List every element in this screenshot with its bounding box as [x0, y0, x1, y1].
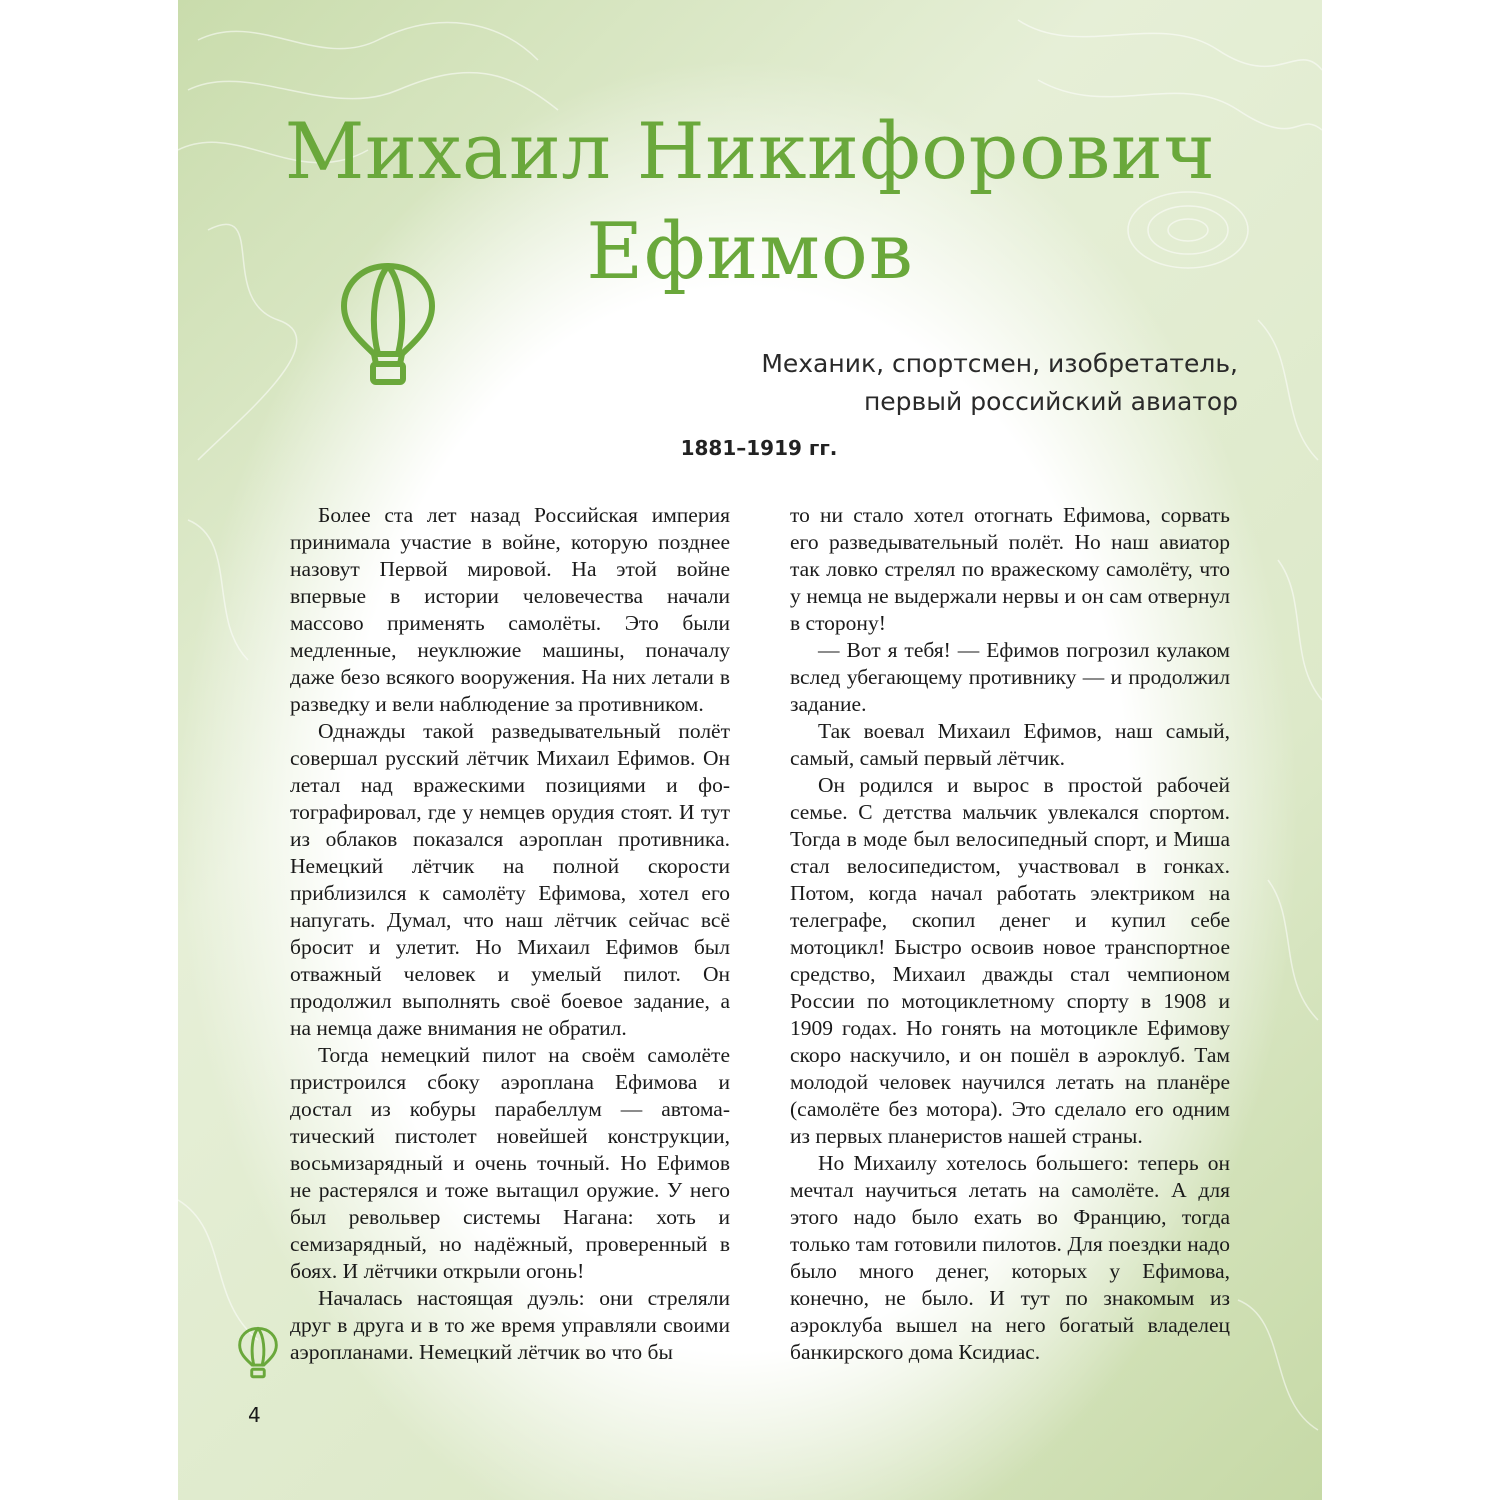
hot-air-balloon-icon: [238, 1326, 278, 1380]
paragraph: Тогда немецкий пилот на своём самолёте пристроился сбоку аэроплана Ефимова и достал из кобуры парабеллум — автоматический пистолет новейшей конструкции, восьмизарядный и очень точный. Но Ефимов не растерялся и тоже вытащил оружие. У него был револьвер системы Нагана: хоть и семизарядный, но надёжный, проверенный в боях. И лётчики открыли огонь!: [290, 1043, 730, 1283]
paragraph: — Вот я тебя! — Ефимов погрозил кулаком вслед убегающему противнику — и продолжил задание.: [790, 638, 1230, 716]
right-text-column: [790, 502, 1230, 1366]
subtitle: [398, 345, 1238, 421]
paragraph: Началась настоящая дуэль: они стреляли друг в друга и в то же время управляли своими аэропланами. Немецкий лётчик во что бы: [290, 1286, 730, 1364]
paragraph: Однажды такой разведывательный полёт совершал русский лётчик Михаил Ефимов. Он летал над вражескими позициями и фотографировал, где у немцев орудия стоят. И тут из облаков показался аэроплан противника. Немецкий лётчик на полной скорости приблизился к самолёту Ефимова, хотел его напугать. Думал, что наш лётчик сейчас всё бросит и улетит. Но Михаил Ефимов был отважный человек и умелый пилот. Он продолжил выполнять своё боевое задание, а на немца даже внимания не обратил.: [290, 719, 730, 1040]
left-text-column: [290, 502, 730, 1366]
paragraph: Так воевал Михаил Ефимов, наш самый, самый, самый первый лётчик.: [790, 719, 1230, 770]
life-years: 1881–1919 гг.: [680, 436, 838, 460]
paragraph: Он родился и вырос в простой рабочей семье. С детства мальчик увлекался спортом. Тогда в моде был велосипедный спорт, и Миша стал велосипедистом, участвовал в гонках. Потом, когда начал работать электриком на телеграфе, скопил денег и купил себе мотоцикл! Быстро освоив новое транспортное средство, Михаил дважды стал чемпионом России по мотоциклетному спорту в 1908 и 1909 годах. Но гонять на мотоцикле Ефимову скоро наскучило, и он пошёл в аэроклуб. Там молодой человек научился летать на планёре (самолёте без мотора). Это сделало его одним из первых планеристов нашей страны.: [790, 773, 1230, 1148]
paragraph: Но Михаилу хотелось большего: теперь он мечтал научиться летать на самолёте. А для этого надо было ехать во Францию, тогда только там готовили пилотов. Для поездки надо было много денег, которых у Ефимова, конечно, не было. И тут по знакомым из аэроклуба вышел на него богатый владелец банкирского дома Ксидиас.: [790, 1151, 1230, 1364]
book-page: [178, 0, 1322, 1500]
paragraph: Более ста лет назад Российская империя принимала участие в войне, которую позднее назовут Первой мировой. На этой войне впервые в истории человечества начали массово применять самолёты. Это были медленные, неуклюжие машины, поначалу даже безо всякого вооружения. На них летали в разведку и вели наблюдение за противником.: [290, 503, 730, 716]
page-number: 4: [248, 1403, 261, 1427]
subtitle-line-2: первый российский авиатор: [863, 387, 1238, 416]
paragraph: то ни стало хотел отогнать Ефимова, сорвать его разведывательный полёт. Но наш авиатор так ловко стрелял по вражескому самолёту, что у немца не выдержали нервы и он сам отвернул в сторону!: [790, 503, 1230, 635]
title-line-2: Ефимов: [586, 207, 914, 297]
title-line-1: Михаил Никифорович: [284, 107, 1216, 197]
subtitle-line-1: Механик, спортсмен, изобретатель,: [761, 349, 1238, 378]
